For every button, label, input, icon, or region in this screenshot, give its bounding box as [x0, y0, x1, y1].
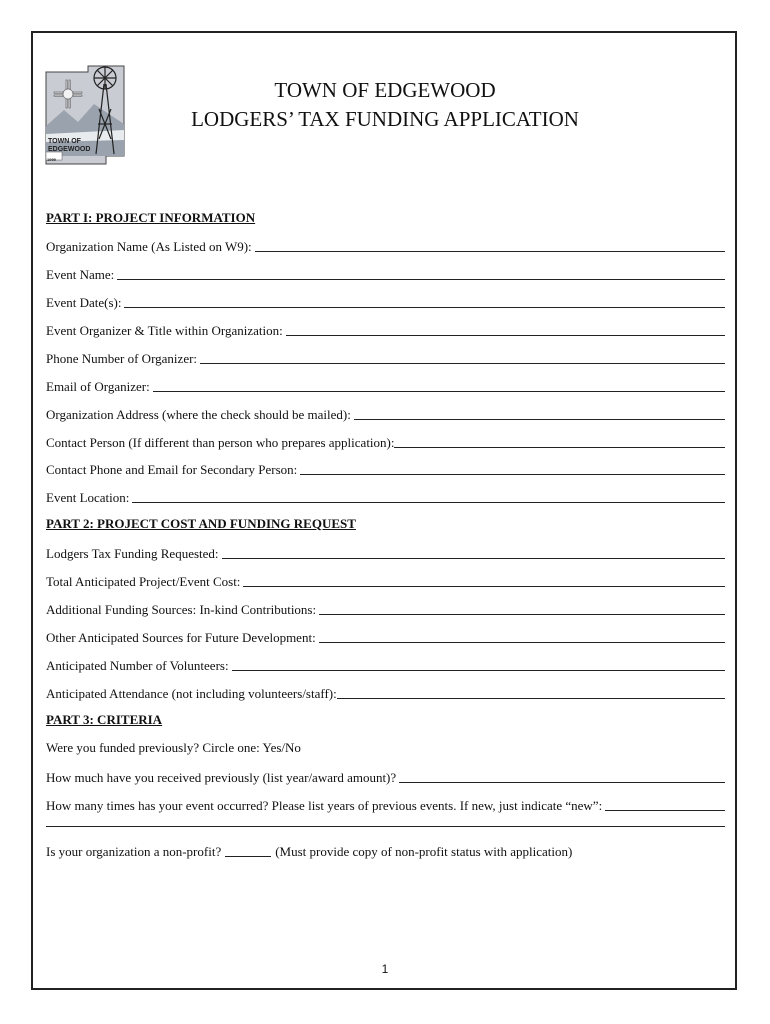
fill-line[interactable] [255, 250, 725, 252]
part2-heading: PART 2: PROJECT COST AND FUNDING REQUEST [46, 516, 356, 531]
fill-line[interactable] [117, 278, 725, 280]
contact-person-field[interactable] [46, 433, 725, 451]
field-label: Contact Person (If different than person who prepares application): [46, 435, 395, 450]
part3-heading: PART 3: CRITERIA [46, 712, 163, 727]
field-label: Event Location: [46, 490, 130, 505]
event-dates-field[interactable] [46, 293, 725, 311]
fill-line[interactable] [222, 557, 725, 559]
total-cost-field[interactable] [46, 572, 725, 590]
inkind-contributions-field[interactable] [46, 600, 725, 618]
fill-line[interactable] [124, 306, 725, 308]
field-label: Event Name: [46, 267, 115, 282]
future-sources-field[interactable] [46, 628, 725, 646]
field-label: Event Date(s): [46, 295, 122, 310]
volunteers-field[interactable] [46, 656, 725, 674]
fill-line[interactable] [354, 418, 725, 420]
fill-line[interactable] [605, 809, 725, 811]
funding-requested-field[interactable] [46, 544, 725, 562]
nonprofit-note: (Must provide copy of non-profit status with application) [275, 844, 573, 859]
field-label: Phone Number of Organizer: [46, 351, 198, 366]
field-label: Anticipated Attendance (not including volunteers/staff): [46, 686, 337, 701]
fill-line[interactable] [300, 473, 725, 475]
logo-caption-line1: TOWN OF [48, 138, 81, 145]
fill-line[interactable] [200, 362, 725, 364]
organizer-email-field[interactable] [46, 377, 725, 395]
funded-previously-question: Were you funded previously? Circle one: Yes/No [46, 740, 301, 755]
field-label: How many times has your event occurred? Please list years of previous events. If new, just indicate “new”: [46, 798, 603, 813]
organization-name-field[interactable] [46, 237, 725, 255]
field-label: Anticipated Number of Volunteers: [46, 658, 229, 673]
attendance-field[interactable] [46, 684, 725, 702]
field-label: Total Anticipated Project/Event Cost: [46, 574, 241, 589]
times-occurred-continuation-line[interactable] [46, 826, 725, 827]
times-occurred-field[interactable] [46, 796, 725, 814]
fill-line[interactable] [153, 390, 725, 392]
organizer-phone-field[interactable] [46, 349, 725, 367]
field-label: Lodgers Tax Funding Requested: [46, 546, 219, 561]
fill-line[interactable] [225, 856, 271, 857]
page-title-line1: TOWN OF EDGEWOOD [274, 78, 496, 102]
event-name-field[interactable] [46, 265, 725, 283]
event-location-field[interactable] [46, 488, 725, 506]
page-title-line2: LODGERS’ TAX FUNDING APPLICATION [191, 107, 579, 131]
fill-line[interactable] [243, 585, 725, 587]
fill-line[interactable] [394, 446, 725, 448]
field-label: Organization Address (where the check should be mailed): [46, 407, 351, 422]
secondary-contact-field[interactable] [46, 460, 725, 478]
field-label: Is your organization a non-profit? [46, 844, 222, 859]
logo-caption-line2: EDGEWOOD [48, 146, 91, 153]
field-label: Event Organizer & Title within Organization: [46, 323, 283, 338]
fill-line[interactable] [132, 501, 725, 503]
part1-heading: PART I: PROJECT INFORMATION [46, 210, 256, 225]
fill-line[interactable] [399, 781, 725, 783]
fill-line[interactable] [286, 334, 725, 336]
field-label: How much have you received previously (list year/award amount)? [46, 770, 397, 785]
page-number: 1 [381, 962, 389, 976]
field-label: Organization Name (As Listed on W9): [46, 239, 252, 254]
event-organizer-field[interactable] [46, 321, 725, 339]
field-label: Additional Funding Sources: In-kind Contributions: [46, 602, 317, 617]
logo-year: 1999 [47, 157, 56, 162]
field-label: Email of Organizer: [46, 379, 150, 394]
nonprofit-field[interactable] [46, 842, 572, 860]
fill-line[interactable] [319, 613, 725, 615]
field-label: Contact Phone and Email for Secondary Person: [46, 462, 298, 477]
field-label: Other Anticipated Sources for Future Development: [46, 630, 316, 645]
fill-line[interactable] [337, 697, 725, 699]
fill-line[interactable] [319, 641, 725, 643]
fill-line[interactable] [232, 669, 725, 671]
organization-address-field[interactable] [46, 405, 725, 423]
received-previously-field[interactable] [46, 768, 725, 786]
logo-caption [48, 138, 90, 154]
